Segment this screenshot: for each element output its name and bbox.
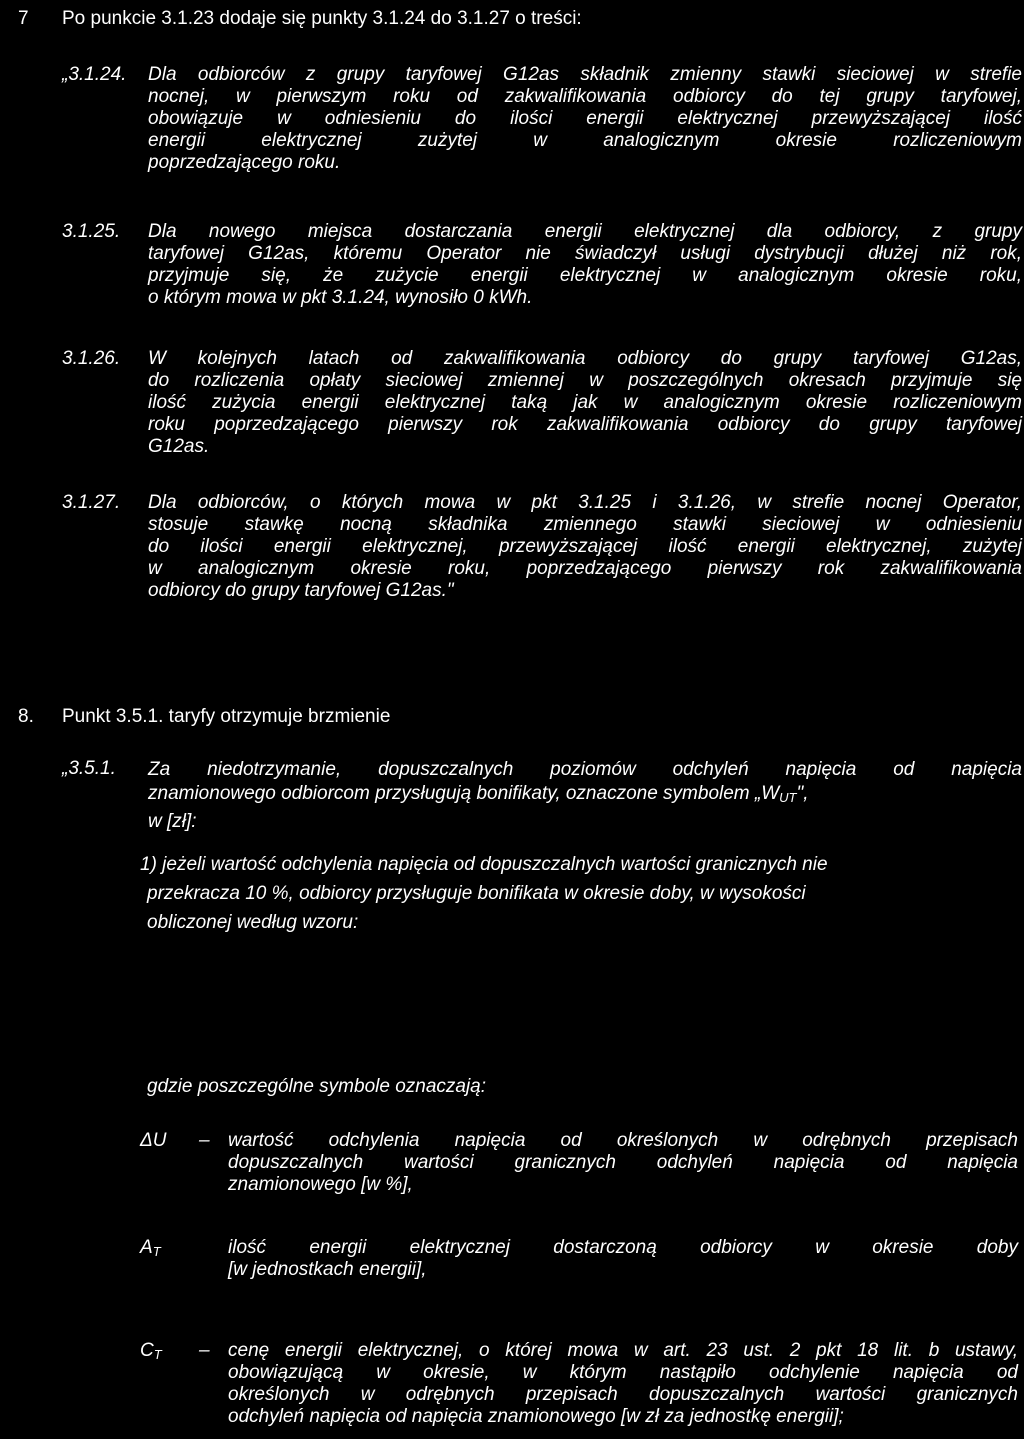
item-8-text: Punkt 3.5.1. taryfy otrzymuje brzmienie — [62, 706, 391, 727]
text-line: Dla odbiorców, o których mowa w pkt 3.1.25 i 3.1.26, w strefie nocnej Operator, — [148, 492, 1022, 513]
text-line — [148, 782, 1022, 810]
text-line: [w jednostkach energii], — [228, 1259, 427, 1280]
text-line: poprzedzającego roku. — [148, 152, 341, 173]
subscript: UT — [779, 790, 797, 805]
item-7-number: 7 — [18, 8, 29, 29]
text-line: o którym mowa w pkt 3.1.24, wynosiło 0 kWh. — [148, 287, 533, 308]
text-line: przekracza 10 %, odbiorcy przysługuje bonifikata w okresie doby, w wysokości — [147, 883, 806, 904]
text-line: ilość energii elektrycznej dostarczoną odbiorcy w okresie doby — [228, 1237, 1018, 1258]
symbol-a-t — [140, 1237, 161, 1263]
paragraph-3-5-1 — [62, 758, 1022, 830]
definition-delta-u — [228, 1130, 1018, 1200]
symbols-intro: gdzie poszczególne symbole oznaczają: — [147, 1076, 487, 1097]
text-line: do ilości energii elektrycznej, przewyższającej ilość energii elektrycznej, zużytej — [148, 536, 1022, 557]
paragraph-3-1-27 — [62, 492, 1022, 624]
text-fragment: znamionowego odbiorcom przysługują bonifikaty, oznaczone symbolem „W — [148, 783, 780, 804]
symbol-c-t — [140, 1340, 162, 1366]
text-line: obliczonej według wzoru: — [147, 912, 359, 933]
paragraph-number: 3.1.27. — [62, 492, 121, 513]
text-line: w analogicznym okresie roku, poprzedzającego pierwszy rok zakwalifikowania — [148, 558, 1022, 579]
text-line: odbiorcy do grupy taryfowej G12as." — [148, 580, 454, 601]
symbol-delta-u — [140, 1130, 166, 1152]
text-line: przyjmuje się, że zużycie energii elektrycznej w analogicznym okresie roku, — [148, 265, 1022, 286]
subpoint-1 — [140, 850, 1000, 940]
text-fragment: ", — [796, 783, 809, 804]
definition-c-t — [228, 1340, 1018, 1432]
text-line: wartość odchylenia napięcia od określonych w odrębnych przepisach — [228, 1130, 1018, 1151]
text-line: cenę energii elektrycznej, o której mowa w art. 23 ust. 2 pkt 18 lit. b ustawy, — [228, 1340, 1018, 1361]
text-line: Dla odbiorców z grupy taryfowej G12as składnik zmienny stawki sieciowej w strefie — [148, 64, 1022, 85]
symbol-label: A — [140, 1237, 153, 1258]
text-line: określonych w odrębnych przepisach dopuszczalnych wartości granicznych — [228, 1384, 1018, 1405]
text-line: obowiązuje w odniesieniu do ilości energii elektrycznej przewyższającej ilość — [148, 108, 1022, 129]
text-line: ilość zużycia energii elektrycznej taką jak w analogicznym okresie rozliczeniowym — [148, 392, 1022, 413]
paragraph-number: 3.1.25. — [62, 221, 121, 242]
paragraph-number: „3.1.24. — [62, 64, 127, 85]
dash: – — [199, 1130, 210, 1151]
text-line: nocnej, w pierwszym roku od zakwalifikowania odbiorcy do tej grupy taryfowej, — [148, 86, 1022, 107]
text-line: W kolejnych latach od zakwalifikowania odbiorcy do grupy taryfowej G12as, — [148, 348, 1022, 369]
paragraph-number: „3.5.1. — [62, 758, 116, 779]
definition-a-t — [228, 1237, 1018, 1285]
text-line: G12as. — [148, 436, 210, 457]
item-8-number: 8. — [18, 706, 34, 727]
text-line: taryfowej G12as, któremu Operator nie świadczył usługi dystrybucji dłużej niż rok, — [148, 243, 1022, 264]
symbol-label: C — [140, 1340, 154, 1361]
text-line: znamionowego [w %], — [228, 1174, 413, 1195]
text-line: obowiązującą w okresie, w którym nastąpiło odchylenie napięcia od — [228, 1362, 1018, 1383]
text-line: odchyleń napięcia od napięcia znamionowego [w zł za jednostkę energii]; — [228, 1406, 844, 1427]
paragraph-number: 3.1.26. — [62, 348, 121, 369]
item-7-text: Po punkcie 3.1.23 dodaje się punkty 3.1.24 do 3.1.27 o treści: — [62, 8, 582, 29]
text-line: do rozliczenia opłaty sieciowej zmiennej w poszczególnych okresach przyjmuje się — [148, 370, 1022, 391]
symbol-label: ΔU — [140, 1130, 167, 1151]
text-line: roku poprzedzającego pierwszy rok zakwalifikowania odbiorcy do grupy taryfowej — [148, 414, 1022, 435]
text-line: stosuje stawkę nocną składnika zmiennego stawki sieciowej w odniesieniu — [148, 514, 1022, 535]
text-line: dopuszczalnych wartości granicznych odchyleń napięcia od napięcia — [228, 1152, 1018, 1173]
subscript: T — [153, 1347, 162, 1362]
text-line: Za niedotrzymanie, dopuszczalnych poziomów odchyleń napięcia od napięcia — [148, 759, 1022, 780]
subscript: T — [152, 1244, 161, 1259]
text-line: w [zł]: — [148, 811, 197, 832]
text-line: Dla nowego miejsca dostarczania energii elektrycznej dla odbiorcy, z grupy — [148, 221, 1022, 242]
paragraph-3-1-24 — [62, 64, 1022, 196]
dash: – — [199, 1340, 210, 1361]
text-line: 1) jeżeli wartość odchylenia napięcia od dopuszczalnych wartości granicznych nie — [140, 854, 828, 875]
text-line: energii elektrycznej zużytej w analogicznym okresie rozliczeniowym — [148, 130, 1022, 151]
paragraph-3-1-25 — [62, 221, 1022, 329]
paragraph-3-1-26 — [62, 348, 1022, 480]
